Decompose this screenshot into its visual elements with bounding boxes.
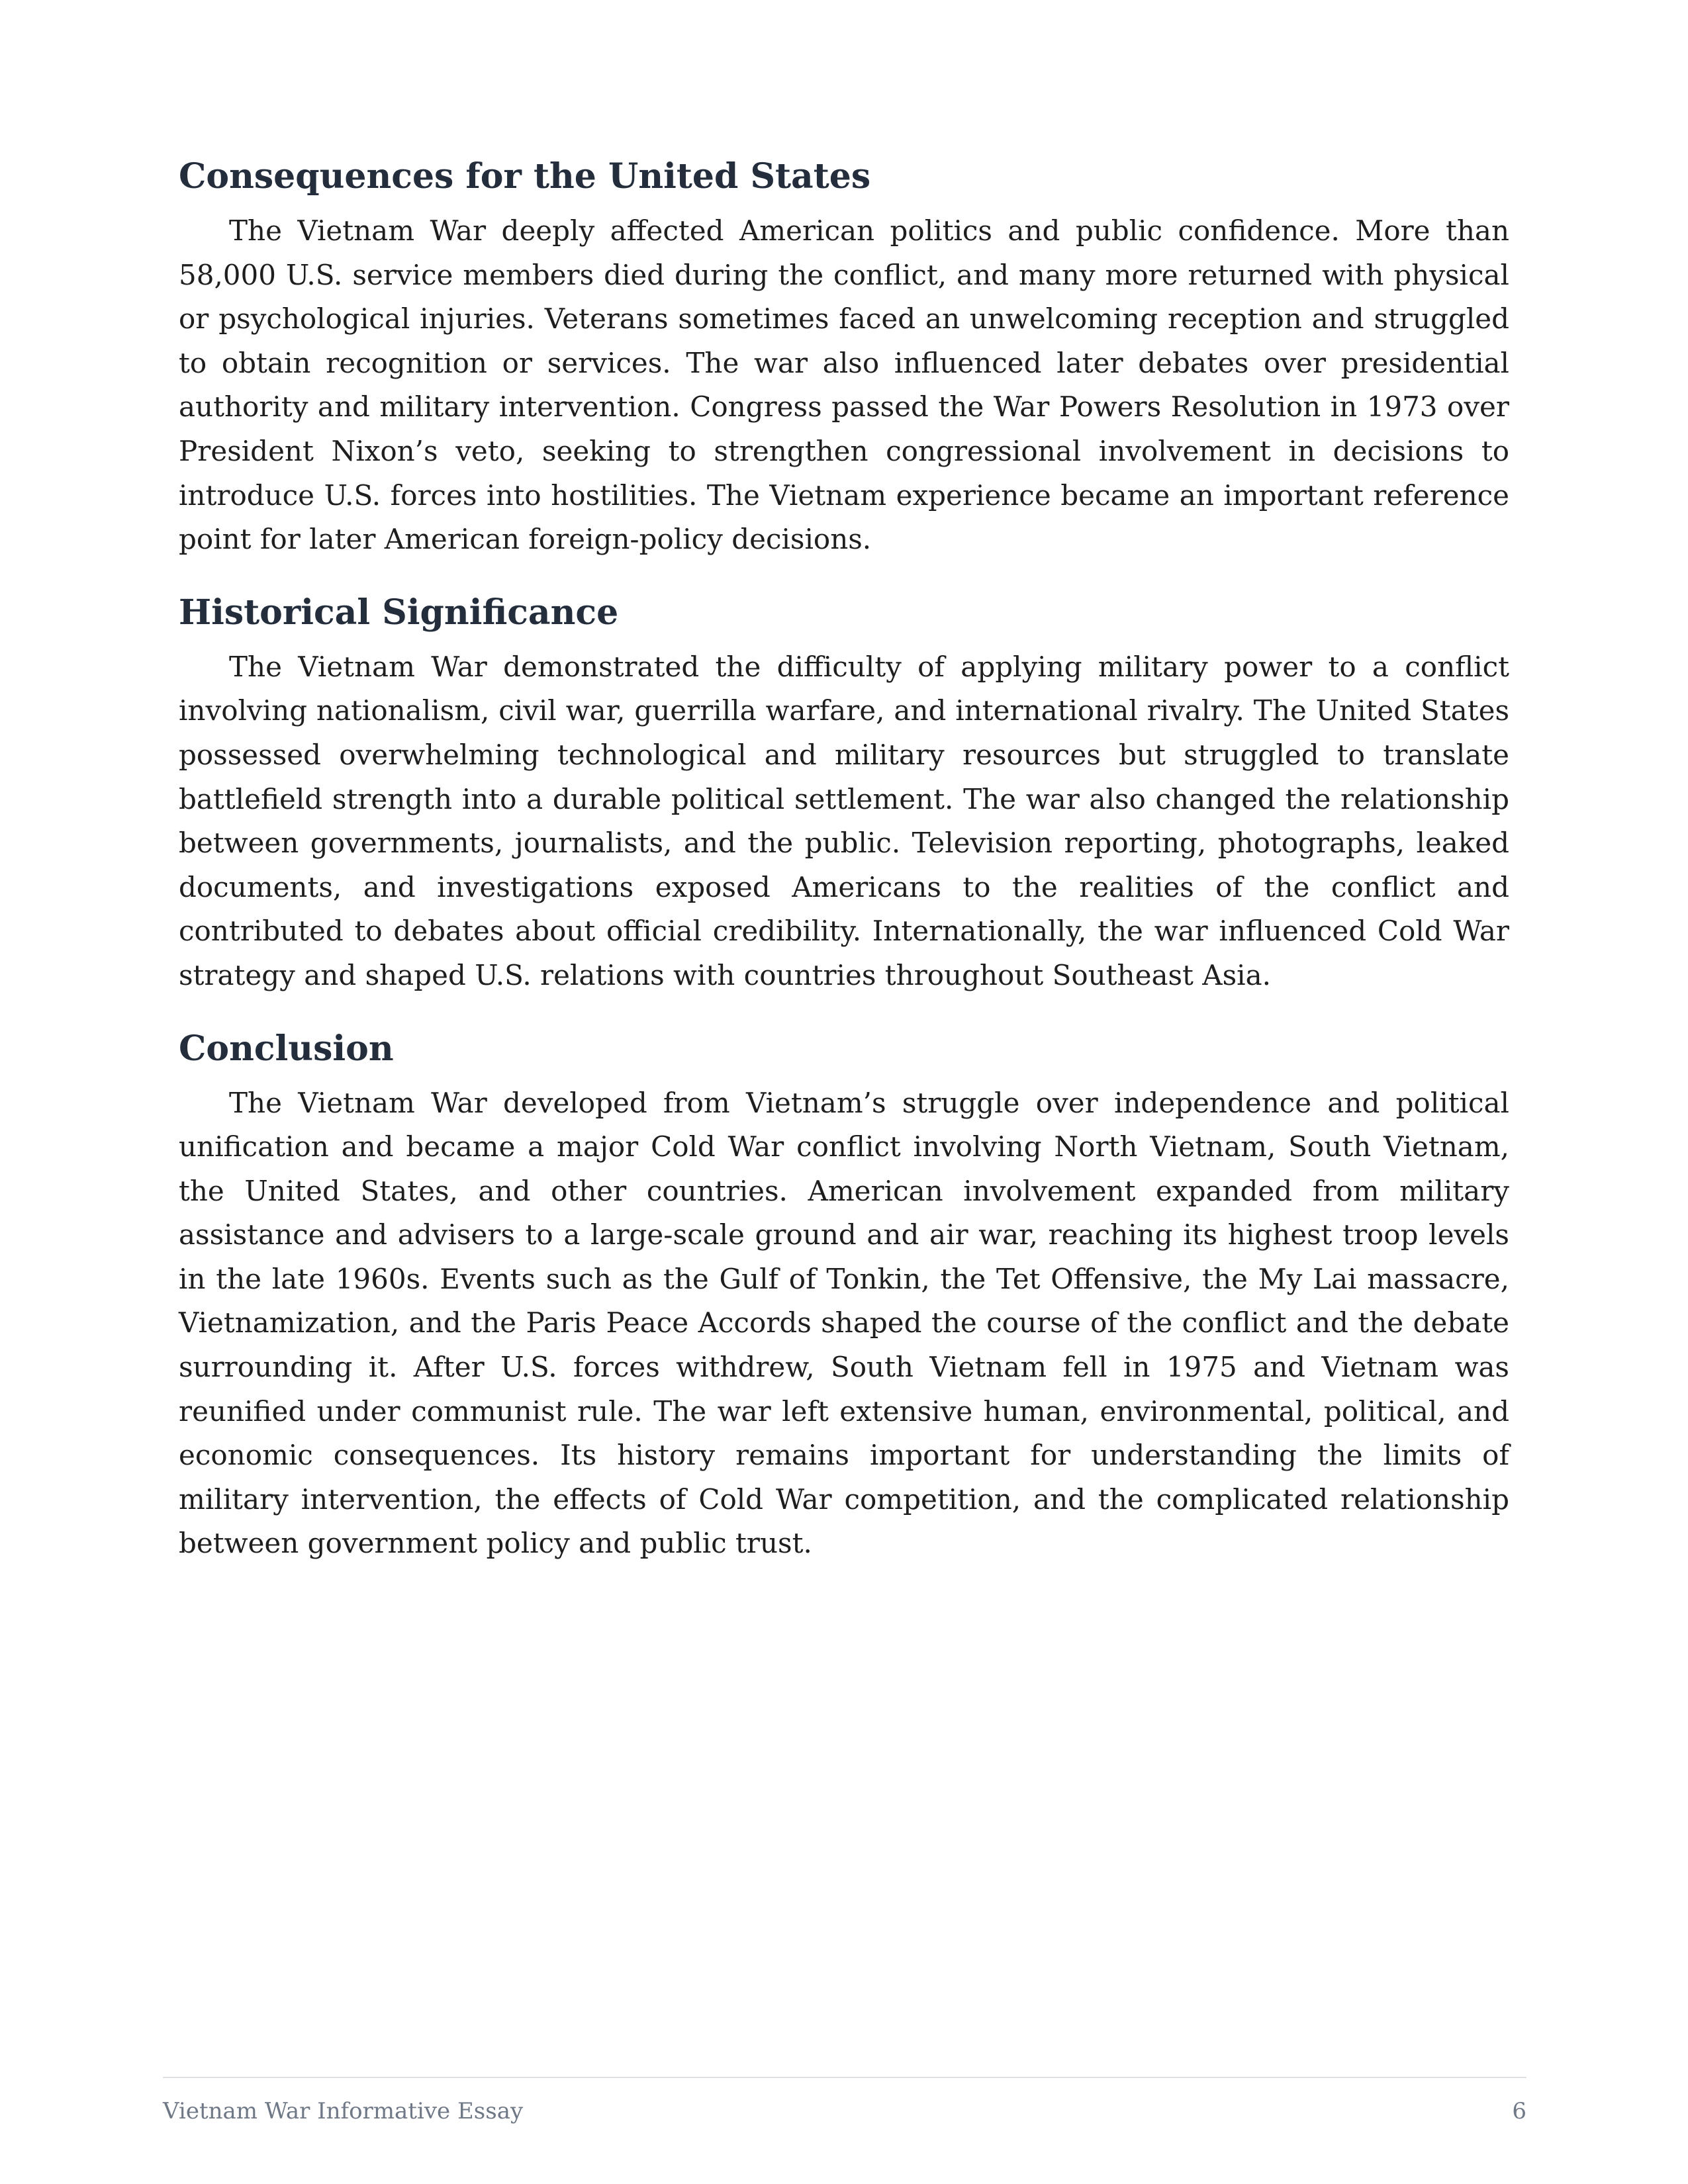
paragraph-historical-significance: The Vietnam War demonstrated the difficulty of applying military power to a conflict involving nationalism, civil war, guerrilla warfare, and international rivalry. The United States possessed overwhelming technological and military resources but struggled to translate battlefield strength into a durable political settlement. The war also changed the relationship between governments, journalists, and the public. Television reporting, photographs, leaked documents, and investigations exposed Americans to the realities of the conflict and contributed to debates about official credibility. Internationally, the war influenced Cold War strategy and shaped U.S. relations with countries throughout Southeast Asia.: [179, 650, 1509, 991]
footer-page-number: 6: [1512, 2098, 1526, 2124]
page-footer: [163, 2077, 1526, 2124]
section-heading-consequences: Consequences for the United States: [179, 156, 871, 197]
section-heading-historical-significance: Historical Significance: [179, 592, 619, 633]
page-content: [179, 154, 1509, 1594]
paragraph-consequences: The Vietnam War deeply affected American politics and public confidence. More than 58,000 U.S. service members died during the conflict, and many more returned with physical or psychological injuries. Veterans sometimes faced an unwelcoming reception and struggled to obtain recognition or services. The war also influenced later debates over presidential authority and military intervention. Congress passed the War Powers Resolution in 1973 over President Nixon’s veto, seeking to strengthen congressional involvement in decisions to introduce U.S. forces into hostilities. The Vietnam experience became an important reference point for later American foreign-policy decisions.: [179, 214, 1509, 556]
paragraph-conclusion: The Vietnam War developed from Vietnam’s struggle over independence and political unification and became a major Cold War conflict involving North Vietnam, South Vietnam, the United States, and other countries. American involvement expanded from military assistance and advisers to a large-scale ground and air war, reaching its highest troop levels in the late 1960s. Events such as the Gulf of Tonkin, the Tet Offensive, the My Lai massacre, Vietnamization, and the Paris Peace Accords shaped the course of the conflict and the debate surrounding it. After U.S. forces withdrew, South Vietnam fell in 1975 and Vietnam was reunified under communist rule. The war left extensive human, environmental, political, and economic consequences. Its history remains important for understanding the limits of military intervention, the effects of Cold War competition, and the complicated relationship between government policy and public trust.: [179, 1086, 1509, 1560]
footer-document-title: Vietnam War Informative Essay: [163, 2098, 524, 2124]
section-heading-conclusion: Conclusion: [179, 1028, 394, 1069]
